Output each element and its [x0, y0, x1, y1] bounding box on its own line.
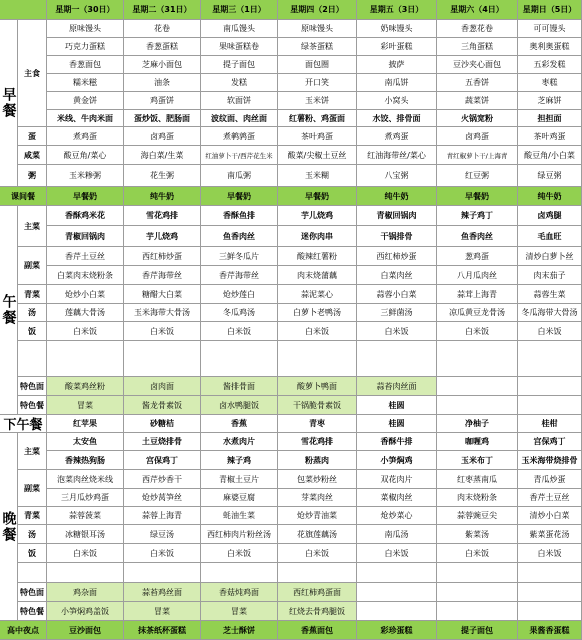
breakfast-staple-row6-day1: 米线、牛肉米面 — [47, 110, 124, 127]
lunch-side-row1-day3: 三鲜冬瓜片 — [201, 247, 278, 266]
dinner-special-noodle-day7 — [518, 583, 582, 602]
dinner-special-noodle-day2: 蒜苔鸡丝面 — [124, 583, 201, 602]
lunch-main-row1-day1: 香酥鸡米花 — [47, 206, 124, 226]
dinner-special-meal-day5 — [357, 602, 437, 621]
dinner-blank-cell — [124, 563, 201, 583]
dinner-side-row2-day7: 香芹土豆丝 — [518, 489, 582, 507]
lunch-special-meal-day2: 酱龙骨素饭 — [124, 396, 201, 415]
dinner-main-row2-day4: 粉蒸肉 — [278, 451, 357, 470]
breakfast-porridge-day3: 南瓜粥 — [201, 165, 278, 187]
lunch-rice-label: 饭 — [18, 322, 47, 341]
lunch-soup-day2: 玉米海带大骨汤 — [124, 304, 201, 322]
dinner-greens-day1: 蒜蓉菠菜 — [47, 507, 124, 525]
breakfast-staple-row6-day2: 蛋炒饭、肥肠面 — [124, 110, 201, 127]
night-snack-day1: 豆沙面包 — [47, 621, 124, 640]
header-corner — [0, 0, 47, 20]
day-header: 星期一（30日） — [47, 0, 124, 20]
dinner-blank-cell — [357, 563, 437, 583]
dinner-soup-day5: 南瓜汤 — [357, 525, 437, 544]
breakfast-staple-row1-day6: 香葱花卷 — [437, 20, 518, 38]
afternoon-item-day7: 桂柑 — [518, 415, 582, 433]
breakfast-label: 早餐 — [0, 20, 18, 187]
breakfast-staple-row4-day7: 枣糕 — [518, 74, 582, 92]
day-header: 星期三（1日） — [201, 0, 278, 20]
break-snack-day4: 早餐奶 — [278, 187, 357, 206]
breakfast-staple-label: 主食 — [18, 20, 47, 127]
breakfast-staple-row6-day6: 火锅宽粉 — [437, 110, 518, 127]
breakfast-staple-row3-day6: 豆沙夹心面包 — [437, 56, 518, 74]
lunch-greens-day7: 蒜蓉生菜 — [518, 285, 582, 304]
lunch-side-row1-day2: 西红柿炒蛋 — [124, 247, 201, 266]
dinner-rice-day6: 白米饭 — [437, 544, 518, 563]
dinner-special-meal-label: 特色餐 — [18, 602, 47, 621]
break-snack-day2: 纯牛奶 — [124, 187, 201, 206]
night-snack-day3: 芝士酥饼 — [201, 621, 278, 640]
day-header: 星期日（5日） — [518, 0, 582, 20]
night-snack-day4: 香蕉面包 — [278, 621, 357, 640]
dinner-soup-day6: 紫菜汤 — [437, 525, 518, 544]
dinner-main-row2-day6: 玉米布丁 — [437, 451, 518, 470]
dinner-special-noodle-day6 — [437, 583, 518, 602]
dinner-label: 晚餐 — [0, 433, 18, 621]
lunch-special-meal-day3: 卤水鸭腿饭 — [201, 396, 278, 415]
lunch-main-row2-day7: 毛血旺 — [518, 226, 582, 247]
dinner-greens-day4: 炝炒青油菜 — [278, 507, 357, 525]
breakfast-egg-label: 蛋 — [18, 127, 47, 146]
dinner-blank-cell — [47, 563, 124, 583]
breakfast-staple-row1-day3: 南瓜馒头 — [201, 20, 278, 38]
lunch-blank-cell — [278, 341, 357, 377]
lunch-blank-cell — [518, 341, 582, 377]
breakfast-staple-row4-day1: 糯米糍 — [47, 74, 124, 92]
breakfast-egg-day2: 卤鸡蛋 — [124, 127, 201, 146]
lunch-side-row1-day4: 酸辣红薯粉 — [278, 247, 357, 266]
lunch-greens-day5: 蒜蓉小白菜 — [357, 285, 437, 304]
breakfast-side-day5: 红油海带丝/菜心 — [357, 146, 437, 165]
lunch-rice-day7: 白米饭 — [518, 322, 582, 341]
dinner-blank-cell — [278, 563, 357, 583]
dinner-side-row1-day7: 青瓜炒蛋 — [518, 470, 582, 489]
dinner-main-row2-day5: 小笋焖鸡 — [357, 451, 437, 470]
lunch-side-row1-day1: 香芹土豆丝 — [47, 247, 124, 266]
lunch-blank-cell — [201, 341, 278, 377]
breakfast-side-label: 咸菜 — [18, 146, 47, 165]
dinner-side-row2-day2: 炝炒莴笋丝 — [124, 489, 201, 507]
lunch-side-row1-day5: 西红柿炒蛋 — [357, 247, 437, 266]
lunch-greens-day1: 炝炒小白菜 — [47, 285, 124, 304]
breakfast-egg-day4: 茶叶鸡蛋 — [278, 127, 357, 146]
dinner-special-meal-day3: 冒菜 — [201, 602, 278, 621]
dinner-main-row2-day7: 玉米海带烧排骨 — [518, 451, 582, 470]
lunch-greens-day2: 糖醋大白菜 — [124, 285, 201, 304]
lunch-main-row2-day6: 鱼香肉丝 — [437, 226, 518, 247]
afternoon-item-day1: 红苹果 — [47, 415, 124, 433]
breakfast-staple-row5-day1: 黄金饼 — [47, 92, 124, 110]
dinner-rice-day3: 白米饭 — [201, 544, 278, 563]
breakfast-side-day4: 酸菜/尖椒土豆丝 — [278, 146, 357, 165]
lunch-special-meal-day7 — [518, 396, 582, 415]
dinner-blank-cell — [518, 563, 582, 583]
break-snack-day3: 早餐奶 — [201, 187, 278, 206]
lunch-special-meal-day5: 桂圆 — [357, 396, 437, 415]
lunch-main-row1-day3: 香酥鱼排 — [201, 206, 278, 226]
afternoon-item-day4: 青枣 — [278, 415, 357, 433]
lunch-soup-day7: 冬瓜海带大骨汤 — [518, 304, 582, 322]
lunch-greens-day6: 蒜茸上海青 — [437, 285, 518, 304]
dinner-side-label: 副菜 — [18, 470, 47, 507]
dinner-side-row2-day1: 三月瓜炒鸡蛋 — [47, 489, 124, 507]
lunch-main-row1-day7: 卤鸡腿 — [518, 206, 582, 226]
lunch-side-label: 副菜 — [18, 247, 47, 285]
dinner-blank-label — [18, 563, 47, 583]
afternoon-label: 下午餐 — [0, 415, 47, 433]
breakfast-side-day7: 酸豆角/小白菜 — [518, 146, 582, 165]
dinner-main-row2-day2: 宫保鸡丁 — [124, 451, 201, 470]
lunch-label: 午餐 — [0, 206, 18, 415]
day-header: 星期六（4日） — [437, 0, 518, 20]
dinner-side-row1-day4: 包菜炒粉丝 — [278, 470, 357, 489]
breakfast-porridge-day2: 花生粥 — [124, 165, 201, 187]
breakfast-staple-row3-day2: 芝麻小面包 — [124, 56, 201, 74]
breakfast-staple-row1-day7: 可可馒头 — [518, 20, 582, 38]
lunch-rice-day5: 白米饭 — [357, 322, 437, 341]
dinner-special-noodle-day3: 香菇炖鸡面 — [201, 583, 278, 602]
dinner-rice-label: 饭 — [18, 544, 47, 563]
lunch-soup-day4: 白萝卜老鸭汤 — [278, 304, 357, 322]
breakfast-side-day3: 红油萝卜干/西芹花生米 — [201, 146, 278, 165]
lunch-greens-day3: 炝炒莲白 — [201, 285, 278, 304]
dinner-soup-day7: 紫菜蛋花汤 — [518, 525, 582, 544]
afternoon-item-day5: 桂圆 — [357, 415, 437, 433]
lunch-special-noodle-label: 特色面 — [18, 377, 47, 396]
dinner-soup-label: 汤 — [18, 525, 47, 544]
breakfast-egg-day3: 煮鹌鹑蛋 — [201, 127, 278, 146]
lunch-special-noodle-day1: 酸菜鸡丝粉 — [47, 377, 124, 396]
lunch-special-meal-day4: 干锅脆骨素饭 — [278, 396, 357, 415]
lunch-side-row1-day6: 葱鸡蛋 — [437, 247, 518, 266]
dinner-main-row1-day2: 土豆烧排骨 — [124, 433, 201, 451]
lunch-special-noodle-day2: 卤肉面 — [124, 377, 201, 396]
breakfast-staple-row5-day7: 芝麻饼 — [518, 92, 582, 110]
dinner-main-row2-day3: 辣子鸡 — [201, 451, 278, 470]
lunch-special-meal-day1: 冒菜 — [47, 396, 124, 415]
breakfast-porridge-day4: 玉米糊 — [278, 165, 357, 187]
breakfast-staple-row1-day5: 奶味馒头 — [357, 20, 437, 38]
breakfast-staple-row4-day2: 油条 — [124, 74, 201, 92]
break-snack-day7: 纯牛奶 — [518, 187, 582, 206]
breakfast-staple-row2-day1: 巧克力蛋糕 — [47, 38, 124, 56]
dinner-side-row1-day5: 双花肉片 — [357, 470, 437, 489]
dinner-special-noodle-day5 — [357, 583, 437, 602]
day-header: 星期四（2日） — [278, 0, 357, 20]
breakfast-staple-row3-day4: 面包圈 — [278, 56, 357, 74]
night-snack-day2: 抹茶纸杯蛋糕 — [124, 621, 201, 640]
dinner-greens-label: 青菜 — [18, 507, 47, 525]
lunch-side-row2-day1: 白菜肉末烧粉条 — [47, 266, 124, 285]
lunch-special-noodle-day7 — [518, 377, 582, 396]
breakfast-side-day2: 海白菜/生菜 — [124, 146, 201, 165]
dinner-main-row1-day7: 宫保鸡丁 — [518, 433, 582, 451]
lunch-main-row2-day3: 鱼香肉丝 — [201, 226, 278, 247]
lunch-side-row1-day7: 清炒白萝卜丝 — [518, 247, 582, 266]
lunch-special-noodle-day4: 酸萝卜鸭面 — [278, 377, 357, 396]
breakfast-porridge-day6: 红豆粥 — [437, 165, 518, 187]
breakfast-staple-row6-day5: 水饺、排骨面 — [357, 110, 437, 127]
breakfast-staple-row5-day4: 玉米饼 — [278, 92, 357, 110]
breakfast-staple-row2-day4: 绿茶蛋糕 — [278, 38, 357, 56]
lunch-main-label: 主菜 — [18, 206, 47, 247]
dinner-main-row2-day1: 香辣热狗肠 — [47, 451, 124, 470]
lunch-main-row1-day6: 辣子鸡丁 — [437, 206, 518, 226]
dinner-rice-day1: 白米饭 — [47, 544, 124, 563]
lunch-main-row2-day4: 迷你肉串 — [278, 226, 357, 247]
night-snack-day5: 彩珍蛋糕 — [357, 621, 437, 640]
dinner-main-row1-day5: 香酥牛排 — [357, 433, 437, 451]
lunch-blank-cell — [124, 341, 201, 377]
lunch-special-noodle-day6 — [437, 377, 518, 396]
lunch-side-row2-day2: 香芹海带丝 — [124, 266, 201, 285]
breakfast-egg-day7: 茶叶鸡蛋 — [518, 127, 582, 146]
breakfast-staple-row5-day2: 鸡蛋饼 — [124, 92, 201, 110]
breakfast-staple-row6-day7: 担担面 — [518, 110, 582, 127]
breakfast-staple-row3-day5: 披萨 — [357, 56, 437, 74]
lunch-main-row2-day1: 青椒回锅肉 — [47, 226, 124, 247]
lunch-greens-day4: 蒜泥菜心 — [278, 285, 357, 304]
afternoon-item-day3: 香蕉 — [201, 415, 278, 433]
breakfast-egg-day6: 卤鸡蛋 — [437, 127, 518, 146]
lunch-blank-cell — [357, 341, 437, 377]
dinner-side-row2-day5: 菜椒肉丝 — [357, 489, 437, 507]
breakfast-staple-row6-day3: 波纹面、肉丝面 — [201, 110, 278, 127]
breakfast-staple-row4-day5: 南瓜饼 — [357, 74, 437, 92]
lunch-soup-day6: 凉瓜黄豆龙骨汤 — [437, 304, 518, 322]
lunch-main-row1-day2: 雪花鸡排 — [124, 206, 201, 226]
night-snack-label: 高中夜点 — [0, 621, 47, 640]
breakfast-staple-row5-day3: 软面饼 — [201, 92, 278, 110]
breakfast-staple-row3-day1: 香葱面包 — [47, 56, 124, 74]
dinner-special-noodle-label: 特色面 — [18, 583, 47, 602]
dinner-special-meal-day2: 冒菜 — [124, 602, 201, 621]
dinner-special-noodle-day4: 西红柿鸡蛋面 — [278, 583, 357, 602]
breakfast-porridge-label: 粥 — [18, 165, 47, 187]
dinner-rice-day7: 白米饭 — [518, 544, 582, 563]
breakfast-staple-row1-day2: 花卷 — [124, 20, 201, 38]
afternoon-item-day2: 砂糖桔 — [124, 415, 201, 433]
lunch-special-meal-day6 — [437, 396, 518, 415]
dinner-greens-day3: 蚝油生菜 — [201, 507, 278, 525]
dinner-greens-day5: 炝炒菜心 — [357, 507, 437, 525]
breakfast-staple-row4-day3: 发糕 — [201, 74, 278, 92]
lunch-special-noodle-day3: 酱排骨面 — [201, 377, 278, 396]
lunch-rice-day2: 白米饭 — [124, 322, 201, 341]
dinner-blank-cell — [437, 563, 518, 583]
breakfast-staple-row5-day5: 小窝头 — [357, 92, 437, 110]
breakfast-staple-row5-day6: 蔬菜饼 — [437, 92, 518, 110]
lunch-main-row2-day2: 芋儿烧鸡 — [124, 226, 201, 247]
day-header: 星期二（31日） — [124, 0, 201, 20]
break-snack-day5: 纯牛奶 — [357, 187, 437, 206]
breakfast-side-day1: 酸豆角/菜心 — [47, 146, 124, 165]
lunch-blank-cell — [47, 341, 124, 377]
lunch-main-row2-day5: 干锅排骨 — [357, 226, 437, 247]
dinner-soup-day2: 绿豆汤 — [124, 525, 201, 544]
breakfast-staple-row2-day2: 香葱蛋糕 — [124, 38, 201, 56]
dinner-special-meal-day1: 小笋焖鸡盖饭 — [47, 602, 124, 621]
breakfast-staple-row2-day3: 果味蛋糕卷 — [201, 38, 278, 56]
breakfast-staple-row4-day4: 开口笑 — [278, 74, 357, 92]
dinner-soup-day4: 花旗莲藕汤 — [278, 525, 357, 544]
lunch-special-noodle-day5: 蒜苔肉丝面 — [357, 377, 437, 396]
day-header: 星期五（3日） — [357, 0, 437, 20]
lunch-main-row1-day4: 芋儿烧鸡 — [278, 206, 357, 226]
dinner-soup-day3: 西红柿肉片粉丝汤 — [201, 525, 278, 544]
dinner-greens-day6: 蒜蓉豌豆尖 — [437, 507, 518, 525]
breakfast-egg-day5: 煮鸡蛋 — [357, 127, 437, 146]
dinner-side-row2-day4: 芽菜肉丝 — [278, 489, 357, 507]
break-snack-day6: 早餐奶 — [437, 187, 518, 206]
dinner-side-row1-day6: 红枣蒸南瓜 — [437, 470, 518, 489]
breakfast-staple-row3-day7: 五彩发糕 — [518, 56, 582, 74]
breakfast-porridge-day1: 玉米糁粥 — [47, 165, 124, 187]
lunch-soup-day5: 三鲜菌汤 — [357, 304, 437, 322]
dinner-side-row1-day1: 泡菜肉丝烧米线 — [47, 470, 124, 489]
dinner-blank-cell — [201, 563, 278, 583]
dinner-side-row1-day2: 西芹炒香干 — [124, 470, 201, 489]
lunch-rice-day3: 白米饭 — [201, 322, 278, 341]
lunch-side-row2-day3: 香芹海带丝 — [201, 266, 278, 285]
breakfast-porridge-day5: 八宝粥 — [357, 165, 437, 187]
breakfast-staple-row2-day6: 三角蛋糕 — [437, 38, 518, 56]
lunch-side-row2-day4: 肉末烧蒲藕 — [278, 266, 357, 285]
dinner-main-row1-day6: 咖喱鸡 — [437, 433, 518, 451]
lunch-side-row2-day6: 八月瓜肉丝 — [437, 266, 518, 285]
breakfast-staple-row1-day1: 原味馒头 — [47, 20, 124, 38]
dinner-soup-day1: 冰糖银耳汤 — [47, 525, 124, 544]
break-snack-day1: 早餐奶 — [47, 187, 124, 206]
dinner-special-noodle-day1: 鸡杂面 — [47, 583, 124, 602]
dinner-side-row2-day6: 肉末烧粉条 — [437, 489, 518, 507]
breakfast-staple-row2-day7: 奥利奥蛋糕 — [518, 38, 582, 56]
lunch-rice-day1: 白米饭 — [47, 322, 124, 341]
night-snack-day6: 提子面包 — [437, 621, 518, 640]
lunch-side-row2-day7: 肉末茄子 — [518, 266, 582, 285]
dinner-main-row1-day4: 雪花鸡排 — [278, 433, 357, 451]
dinner-special-meal-day6 — [437, 602, 518, 621]
afternoon-item-day6: 净柚子 — [437, 415, 518, 433]
dinner-main-row1-day3: 水煮肉片 — [201, 433, 278, 451]
dinner-greens-day2: 蒜蓉上海青 — [124, 507, 201, 525]
lunch-special-meal-label: 特色餐 — [18, 396, 47, 415]
lunch-soup-day1: 莲藕大骨汤 — [47, 304, 124, 322]
lunch-blank-cell — [437, 341, 518, 377]
lunch-greens-label: 青菜 — [18, 285, 47, 304]
breakfast-staple-row3-day3: 提子面包 — [201, 56, 278, 74]
breakfast-staple-row6-day4: 红薯粉、鸡蛋面 — [278, 110, 357, 127]
dinner-special-meal-day7 — [518, 602, 582, 621]
breakfast-staple-row4-day6: 五香饼 — [437, 74, 518, 92]
breakfast-egg-day1: 煮鸡蛋 — [47, 127, 124, 146]
dinner-rice-day4: 白米饭 — [278, 544, 357, 563]
dinner-special-meal-day4: 红烧去骨鸡腿饭 — [278, 602, 357, 621]
breakfast-staple-row1-day4: 原味馒头 — [278, 20, 357, 38]
lunch-side-row2-day5: 白菜肉丝 — [357, 266, 437, 285]
lunch-soup-day3: 冬瓜鸡汤 — [201, 304, 278, 322]
dinner-greens-day7: 清炒小白菜 — [518, 507, 582, 525]
lunch-rice-day6: 白米饭 — [437, 322, 518, 341]
lunch-blank-label — [18, 341, 47, 377]
night-snack-day7: 果酱香蛋糕 — [518, 621, 582, 640]
dinner-rice-day2: 白米饭 — [124, 544, 201, 563]
breakfast-porridge-day7: 绿豆粥 — [518, 165, 582, 187]
lunch-soup-label: 汤 — [18, 304, 47, 322]
dinner-side-row2-day3: 麻婆豆腐 — [201, 489, 278, 507]
dinner-side-row1-day3: 青椒土豆片 — [201, 470, 278, 489]
breakfast-staple-row2-day5: 彩叶蛋糕 — [357, 38, 437, 56]
lunch-main-row1-day5: 青椒回锅肉 — [357, 206, 437, 226]
breakfast-side-day6: 青红椒萝卜干/上海青 — [437, 146, 518, 165]
dinner-rice-day5: 白米饭 — [357, 544, 437, 563]
break-snack-label: 课间餐 — [0, 187, 47, 206]
dinner-main-row1-day1: 太安鱼 — [47, 433, 124, 451]
lunch-rice-day4: 白米饭 — [278, 322, 357, 341]
dinner-main-label: 主菜 — [18, 433, 47, 470]
